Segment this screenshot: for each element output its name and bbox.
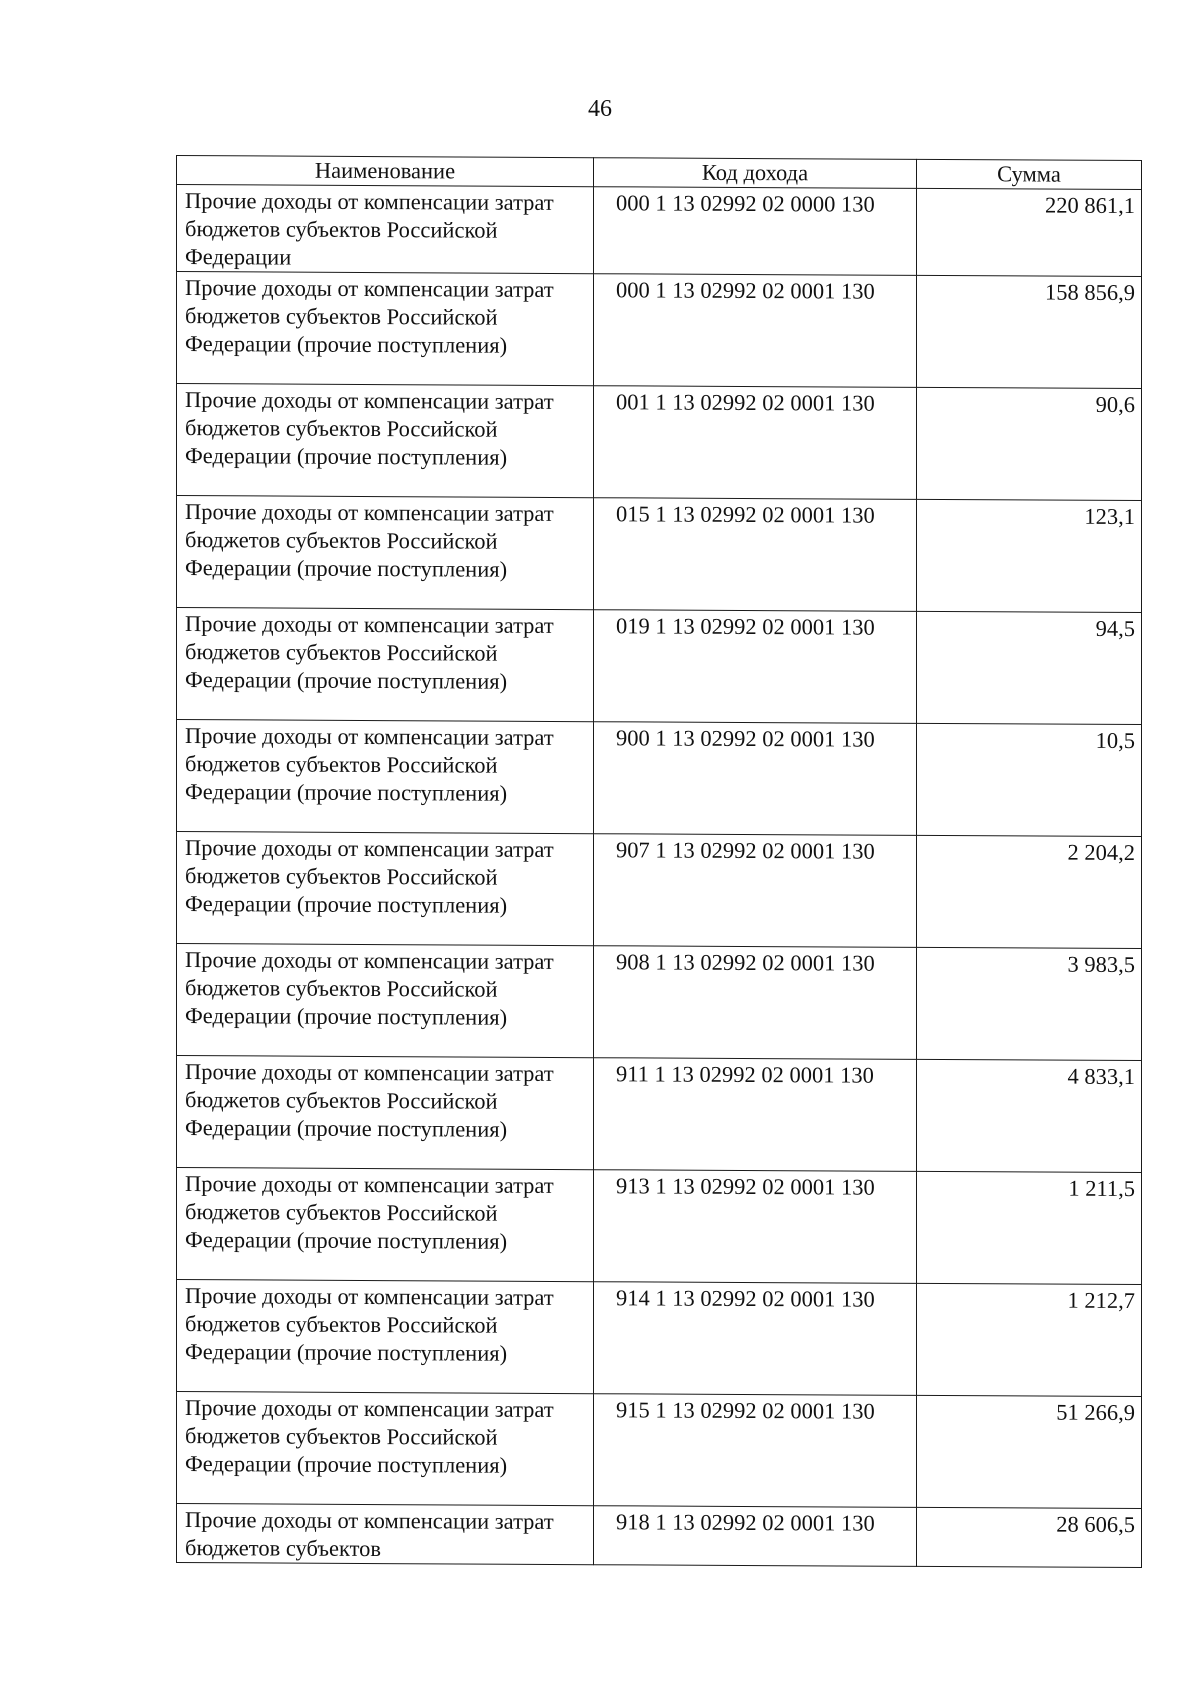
row-name: Прочие доходы от компенсации затрат бюджетов субъектов Российской Федерации (прочие поступления) <box>177 1392 594 1506</box>
table-row <box>177 384 1142 501</box>
row-code: 000 1 13 02992 02 0000 130 <box>594 187 917 276</box>
table-row <box>177 608 1142 725</box>
row-sum: 220 861,1 <box>917 188 1142 276</box>
row-code: 900 1 13 02992 02 0001 130 <box>594 722 917 836</box>
row-sum: 3 983,5 <box>917 947 1142 1060</box>
row-name: Прочие доходы от компенсации затрат бюджетов субъектов Российской Федерации (прочие поступления) <box>177 1168 594 1282</box>
income-table <box>176 155 1142 1568</box>
row-sum: 158 856,9 <box>917 275 1142 388</box>
row-code: 908 1 13 02992 02 0001 130 <box>594 946 917 1060</box>
table-row <box>177 720 1142 837</box>
row-name: Прочие доходы от компенсации затрат бюджетов субъектов Российской Федерации (прочие поступления) <box>177 384 594 498</box>
row-sum: 4 833,1 <box>917 1059 1142 1172</box>
row-sum: 10,5 <box>917 723 1142 836</box>
header-code: Код дохода <box>594 158 917 189</box>
row-code: 000 1 13 02992 02 0001 130 <box>594 274 917 388</box>
table-row <box>177 496 1142 613</box>
row-name: Прочие доходы от компенсации затрат бюджетов субъектов Российской Федерации (прочие поступления) <box>177 720 594 834</box>
table-row <box>177 944 1142 1061</box>
row-name: Прочие доходы от компенсации затрат бюджетов субъектов Российской Федерации (прочие поступления) <box>177 272 594 386</box>
row-code: 913 1 13 02992 02 0001 130 <box>594 1170 917 1284</box>
table-row <box>177 1504 1142 1568</box>
row-code: 015 1 13 02992 02 0001 130 <box>594 498 917 612</box>
row-sum: 90,6 <box>917 387 1142 500</box>
row-sum: 1 211,5 <box>917 1171 1142 1284</box>
row-name: Прочие доходы от компенсации затрат бюджетов субъектов Российской Федерации (прочие поступления) <box>177 1280 594 1394</box>
table-row <box>177 1168 1142 1285</box>
table-row <box>177 1280 1142 1397</box>
row-name: Прочие доходы от компенсации затрат бюджетов субъектов Российской Федерации (прочие поступления) <box>177 608 594 722</box>
row-sum: 28 606,5 <box>917 1507 1142 1567</box>
row-name: Прочие доходы от компенсации затрат бюджетов субъектов <box>177 1504 594 1565</box>
row-sum: 123,1 <box>917 499 1142 612</box>
page-number: 46 <box>588 96 612 122</box>
table-row <box>177 1392 1142 1509</box>
table-row <box>177 832 1142 949</box>
row-sum: 94,5 <box>917 611 1142 724</box>
table-row <box>177 185 1142 277</box>
row-code: 001 1 13 02992 02 0001 130 <box>594 386 917 500</box>
row-name: Прочие доходы от компенсации затрат бюджетов субъектов Российской Федерации (прочие поступления) <box>177 1056 594 1170</box>
row-name: Прочие доходы от компенсации затрат бюджетов субъектов Российской Федерации <box>177 185 594 274</box>
table-row <box>177 1056 1142 1173</box>
row-sum: 1 212,7 <box>917 1283 1142 1396</box>
row-code: 019 1 13 02992 02 0001 130 <box>594 610 917 724</box>
header-sum: Сумма <box>917 159 1142 189</box>
row-name: Прочие доходы от компенсации затрат бюджетов субъектов Российской Федерации (прочие поступления) <box>177 832 594 946</box>
row-name: Прочие доходы от компенсации затрат бюджетов субъектов Российской Федерации (прочие поступления) <box>177 944 594 1058</box>
row-name: Прочие доходы от компенсации затрат бюджетов субъектов Российской Федерации (прочие поступления) <box>177 496 594 610</box>
table-header-row <box>177 156 1142 190</box>
row-code: 914 1 13 02992 02 0001 130 <box>594 1282 917 1396</box>
row-code: 907 1 13 02992 02 0001 130 <box>594 834 917 948</box>
row-sum: 2 204,2 <box>917 835 1142 948</box>
row-code: 918 1 13 02992 02 0001 130 <box>594 1506 917 1567</box>
row-code: 911 1 13 02992 02 0001 130 <box>594 1058 917 1172</box>
table-row <box>177 272 1142 389</box>
header-name: Наименование <box>177 156 594 187</box>
row-code: 915 1 13 02992 02 0001 130 <box>594 1394 917 1508</box>
row-sum: 51 266,9 <box>917 1395 1142 1508</box>
